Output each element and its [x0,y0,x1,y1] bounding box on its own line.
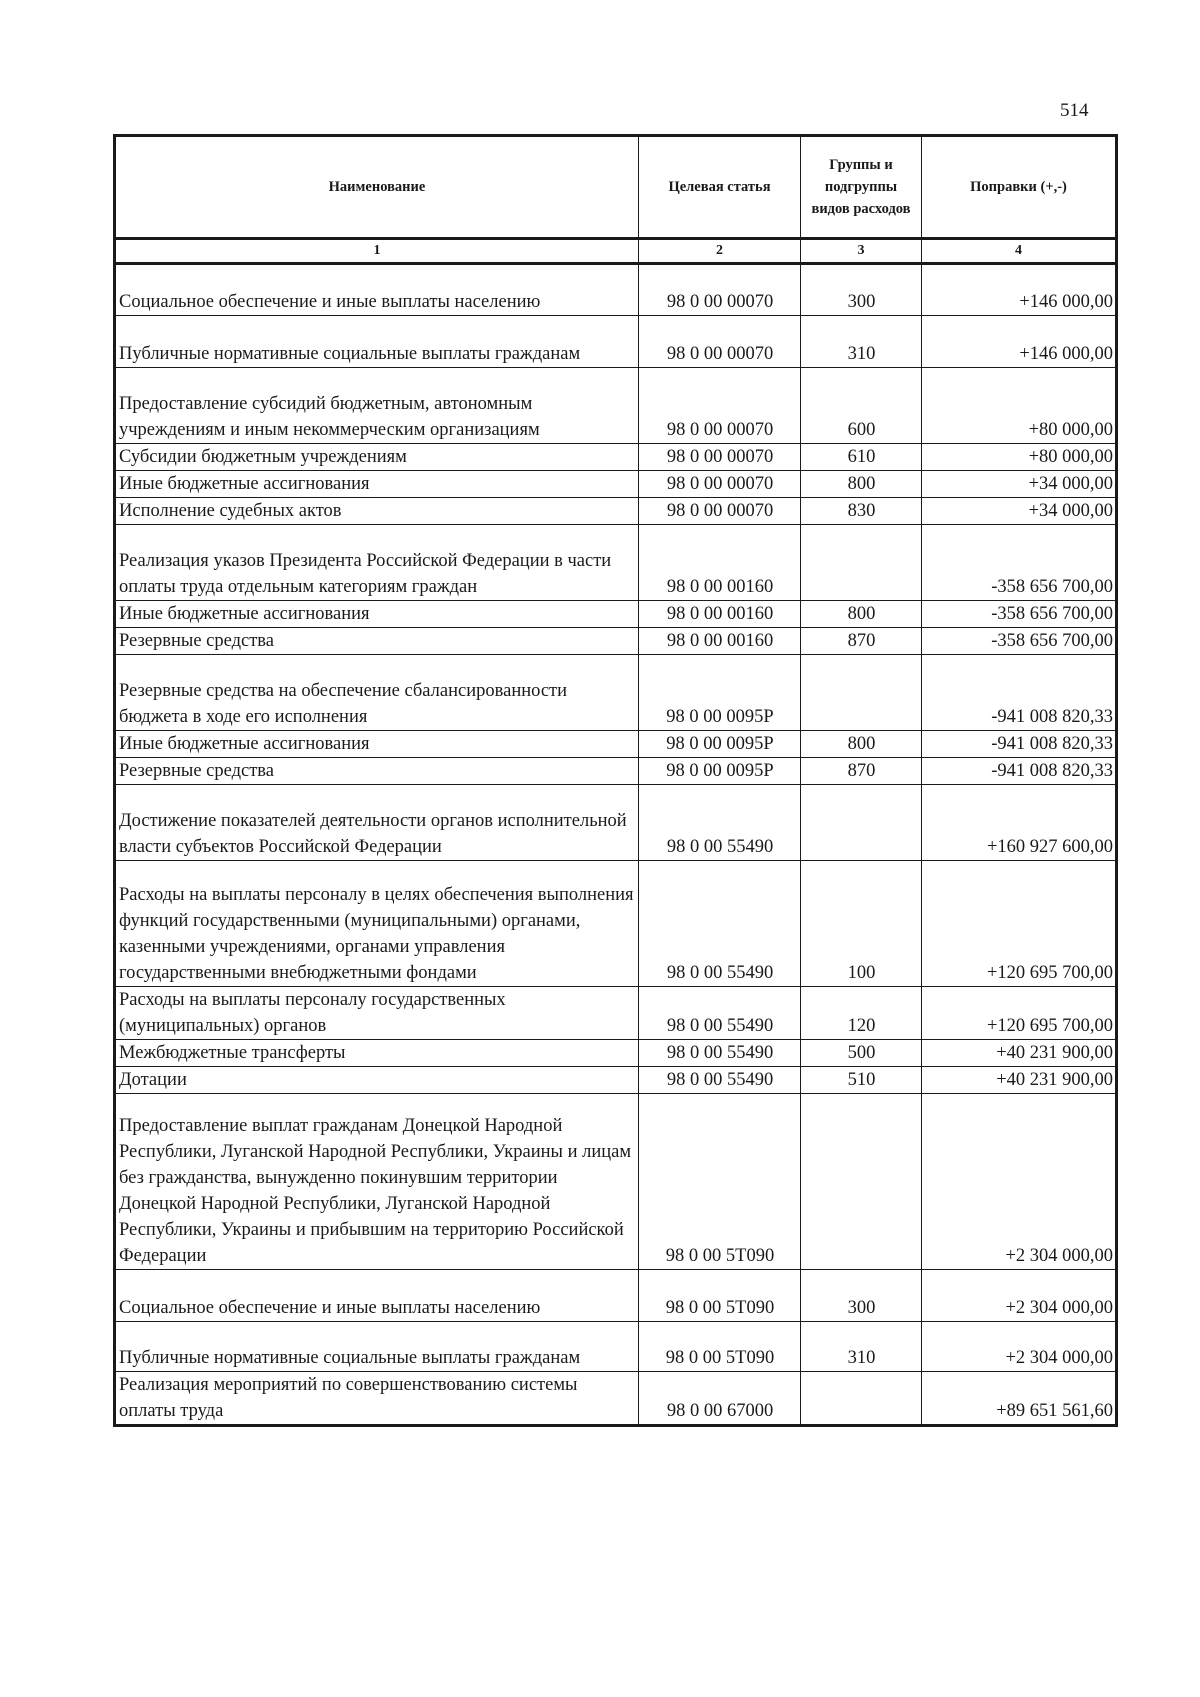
row-name: Иные бюджетные ассигнования [115,731,639,758]
row-target-article: 98 0 00 55490 [639,785,801,861]
row-amendment-amount: +2 304 000,00 [922,1322,1117,1372]
row-amendment-amount: +40 231 900,00 [922,1067,1117,1094]
row-name: Резервные средства [115,628,639,655]
row-target-article: 98 0 00 0095Р [639,731,801,758]
row-target-article: 98 0 00 5Т090 [639,1094,801,1270]
row-amendment-amount: +89 651 561,60 [922,1372,1117,1426]
table-row [115,1040,1117,1067]
table-row [115,758,1117,785]
row-amendment-amount: -358 656 700,00 [922,601,1117,628]
row-expense-group [801,655,922,731]
row-expense-group: 800 [801,601,922,628]
table-row [115,601,1117,628]
row-target-article: 98 0 00 00070 [639,498,801,525]
table-row [115,498,1117,525]
row-expense-group: 500 [801,1040,922,1067]
row-name: Субсидии бюджетным учреждениям [115,444,639,471]
table-row [115,316,1117,368]
row-target-article: 98 0 00 55490 [639,1067,801,1094]
row-target-article: 98 0 00 55490 [639,1040,801,1067]
row-amendment-amount: +34 000,00 [922,498,1117,525]
row-amendment-amount: +120 695 700,00 [922,861,1117,987]
table-row [115,655,1117,731]
table-row [115,444,1117,471]
table-row [115,628,1117,655]
row-name: Реализация указов Президента Российской Федерации в части оплаты труда отдельным категориям граждан [115,525,639,601]
row-target-article: 98 0 00 00070 [639,444,801,471]
row-target-article: 98 0 00 00070 [639,264,801,316]
row-target-article: 98 0 00 00070 [639,368,801,444]
row-amendment-amount: +40 231 900,00 [922,1040,1117,1067]
row-amendment-amount: +34 000,00 [922,471,1117,498]
row-amendment-amount: -358 656 700,00 [922,628,1117,655]
row-amendment-amount: -941 008 820,33 [922,655,1117,731]
table-row [115,525,1117,601]
row-name: Публичные нормативные социальные выплаты гражданам [115,316,639,368]
row-amendment-amount: -358 656 700,00 [922,525,1117,601]
row-amendment-amount: +80 000,00 [922,368,1117,444]
row-expense-group: 120 [801,987,922,1040]
row-amendment-amount: +146 000,00 [922,316,1117,368]
row-expense-group: 310 [801,1322,922,1372]
row-name: Дотации [115,1067,639,1094]
row-target-article: 98 0 00 55490 [639,861,801,987]
row-expense-group: 510 [801,1067,922,1094]
row-expense-group: 610 [801,444,922,471]
column-number-1: 1 [115,239,639,264]
table-row [115,987,1117,1040]
table-header-row [115,136,1117,239]
row-name: Социальное обеспечение и иные выплаты населению [115,1270,639,1322]
column-number-3: 3 [801,239,922,264]
row-expense-group: 300 [801,1270,922,1322]
row-target-article: 98 0 00 67000 [639,1372,801,1426]
header-expense-groups: Группы и подгруппы видов расходов [801,136,922,239]
row-expense-group: 100 [801,861,922,987]
row-target-article: 98 0 00 5Т090 [639,1322,801,1372]
row-name: Расходы на выплаты персоналу в целях обеспечения выполнения функций государственными (муниципальными) органами, казенными учреждениями, органами управления государственными внебюджетными фондами [115,861,639,987]
row-target-article: 98 0 00 00160 [639,628,801,655]
table-row [115,1094,1117,1270]
table-row [115,785,1117,861]
table-body [115,264,1117,1426]
row-target-article: 98 0 00 0095Р [639,655,801,731]
table-row [115,731,1117,758]
row-expense-group: 800 [801,731,922,758]
row-expense-group: 800 [801,471,922,498]
column-number-2: 2 [639,239,801,264]
row-name: Достижение показателей деятельности органов исполнительной власти субъектов Российской Федерации [115,785,639,861]
row-name: Межбюджетные трансферты [115,1040,639,1067]
row-expense-group [801,785,922,861]
table-row [115,861,1117,987]
row-amendment-amount: +2 304 000,00 [922,1270,1117,1322]
row-expense-group: 870 [801,628,922,655]
budget-amendments-table [113,134,1118,1427]
row-expense-group: 830 [801,498,922,525]
table-row [115,471,1117,498]
header-target-article: Целевая статья [639,136,801,239]
row-name: Иные бюджетные ассигнования [115,601,639,628]
row-amendment-amount: -941 008 820,33 [922,758,1117,785]
row-name: Социальное обеспечение и иные выплаты населению [115,264,639,316]
row-name: Резервные средства на обеспечение сбалансированности бюджета в ходе его исполнения [115,655,639,731]
row-name: Публичные нормативные социальные выплаты гражданам [115,1322,639,1372]
row-amendment-amount: +2 304 000,00 [922,1094,1117,1270]
row-target-article: 98 0 00 00070 [639,316,801,368]
row-name: Расходы на выплаты персоналу государственных (муниципальных) органов [115,987,639,1040]
header-amendments: Поправки (+,-) [922,136,1117,239]
row-target-article: 98 0 00 55490 [639,987,801,1040]
row-amendment-amount: +120 695 700,00 [922,987,1117,1040]
row-target-article: 98 0 00 5Т090 [639,1270,801,1322]
row-target-article: 98 0 00 00160 [639,525,801,601]
table-row [115,264,1117,316]
table-row [115,1372,1117,1426]
row-expense-group [801,525,922,601]
row-amendment-amount: -941 008 820,33 [922,731,1117,758]
row-name: Иные бюджетные ассигнования [115,471,639,498]
table-row [115,368,1117,444]
row-name: Исполнение судебных актов [115,498,639,525]
row-amendment-amount: +80 000,00 [922,444,1117,471]
row-name: Реализация мероприятий по совершенствованию системы оплаты труда [115,1372,639,1426]
row-expense-group [801,1372,922,1426]
column-number-row [115,239,1117,264]
table-row [115,1322,1117,1372]
row-target-article: 98 0 00 00070 [639,471,801,498]
table-row [115,1270,1117,1322]
row-name: Предоставление субсидий бюджетным, автономным учреждениям и иным некоммерческим организациям [115,368,639,444]
row-name: Резервные средства [115,758,639,785]
row-amendment-amount: +160 927 600,00 [922,785,1117,861]
row-target-article: 98 0 00 0095Р [639,758,801,785]
column-number-4: 4 [922,239,1117,264]
row-expense-group: 870 [801,758,922,785]
row-expense-group [801,1094,922,1270]
page-number: 514 [1060,100,1089,121]
row-target-article: 98 0 00 00160 [639,601,801,628]
row-expense-group: 600 [801,368,922,444]
row-amendment-amount: +146 000,00 [922,264,1117,316]
table-row [115,1067,1117,1094]
row-name: Предоставление выплат гражданам Донецкой Народной Республики, Луганской Народной Республики, Украины и лицам без гражданства, вынужденно покинувшим территории Донецкой Народной Республики, Луганской Народной Республики, Украины и прибывшим на территорию Российской Федерации [115,1094,639,1270]
header-name: Наименование [115,136,639,239]
row-expense-group: 310 [801,316,922,368]
row-expense-group: 300 [801,264,922,316]
